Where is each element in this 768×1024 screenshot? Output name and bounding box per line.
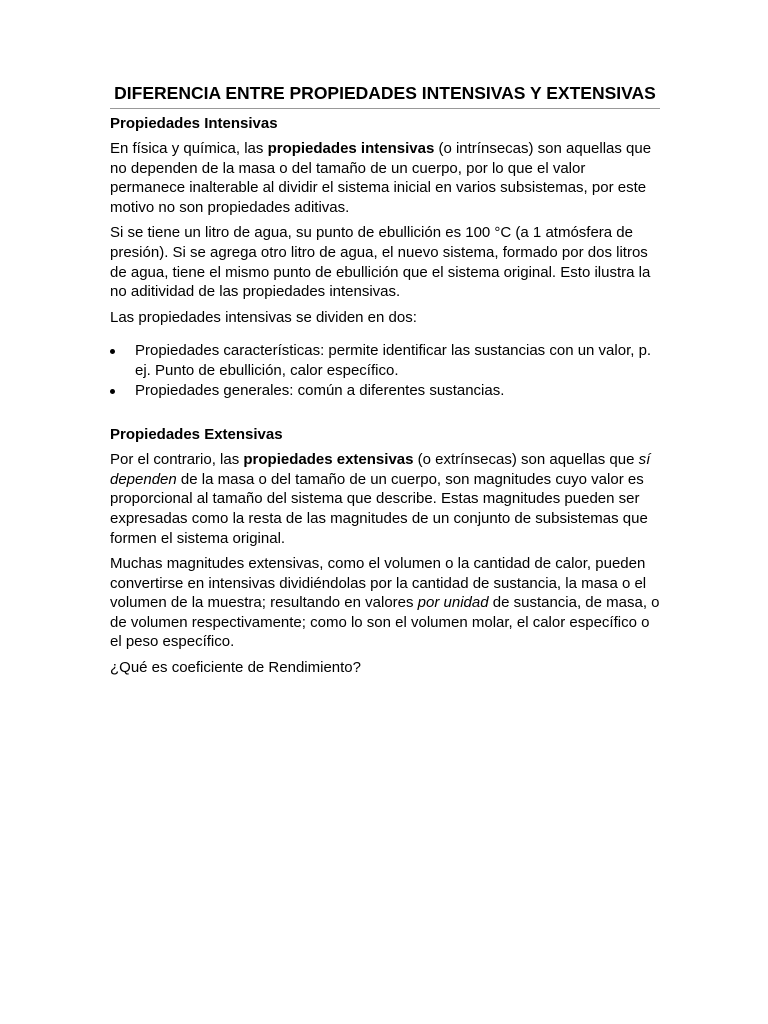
text-span: (o extrínsecas) son aquellas que bbox=[413, 451, 639, 469]
bullet-dot-icon bbox=[110, 349, 115, 354]
paragraph-extensivas-conversion bbox=[110, 554, 660, 652]
text-span: de la masa o del tamaño de un cuerpo, son magnitudes cuyo valor es proporcional al tamaño del sistema que describe. Estas magnitudes pueden ser expresadas como la resta de las magnitudes de un conjunto de subsistemas que formen el sistema original. bbox=[110, 470, 648, 547]
italic-term-si-dependen: sí dependen bbox=[110, 451, 651, 488]
document-content bbox=[110, 82, 660, 678]
bullet-dot-icon bbox=[110, 389, 115, 394]
text-span: En física y química, las bbox=[110, 140, 268, 157]
list-item bbox=[110, 381, 660, 401]
bullet-list bbox=[110, 341, 660, 400]
bold-term-propiedades-intensivas: propiedades intensivas bbox=[267, 140, 435, 157]
text-span: Muchas magnitudes extensivas, como el volumen o la cantidad de calor, pueden convertirse en intensivas dividiéndolas por la cantidad de sustancia, la masa o el volumen de la muestra; resultando en valores bbox=[110, 555, 647, 612]
document-title: DIFERENCIA ENTRE PROPIEDADES INTENSIVAS Y EXTENSIVAS bbox=[110, 82, 660, 109]
paragraph-intensivas-division: Las propiedades intensivas se dividen en dos: bbox=[110, 308, 417, 326]
paragraph-intensivas-definition bbox=[110, 139, 660, 217]
text-span: Por el contrario, las bbox=[110, 451, 244, 469]
paragraph-question: ¿Qué es coeficiente de Rendimiento? bbox=[110, 659, 361, 677]
italic-term-por-unidad: por unidad bbox=[417, 594, 489, 612]
list-item-text: Propiedades características: permite identificar las sustancias con un valor, p. ej. Punto de ebullición, calor específico. bbox=[135, 342, 652, 379]
paragraph-intensivas-example: Si se tiene un litro de agua, su punto de ebullición es 100 °C (a 1 atmósfera de presión). Si se agrega otro litro de agua, el nuevo sistema, formado por dos litros de agua, tiene el mismo punto de ebullición que el sistema original. Esto ilustra la no aditividad de las propiedades intensivas. bbox=[110, 224, 651, 301]
text-span: (o intrínsecas) son aquellas que no dependen de la masa o del tamaño de un cuerpo, por lo que el valor permanece inalterable al dividir el sistema inicial en varios subsistemas, por este motivo no son propiedades aditivas. bbox=[110, 140, 652, 216]
list-item-text: Propiedades generales: común a diferentes sustancias. bbox=[135, 381, 505, 399]
section-heading-extensivas: Propiedades Extensivas bbox=[110, 426, 283, 444]
text-span: de sustancia, de masa, o de volumen respectivamente; como lo son el volumen molar, el calor específico o el peso específico. bbox=[110, 594, 660, 651]
list-item bbox=[110, 341, 660, 380]
section-heading-intensivas: Propiedades Intensivas bbox=[110, 115, 278, 132]
paragraph-extensivas-definition bbox=[110, 450, 660, 548]
bold-term-propiedades-extensivas: propiedades extensivas bbox=[243, 451, 414, 469]
